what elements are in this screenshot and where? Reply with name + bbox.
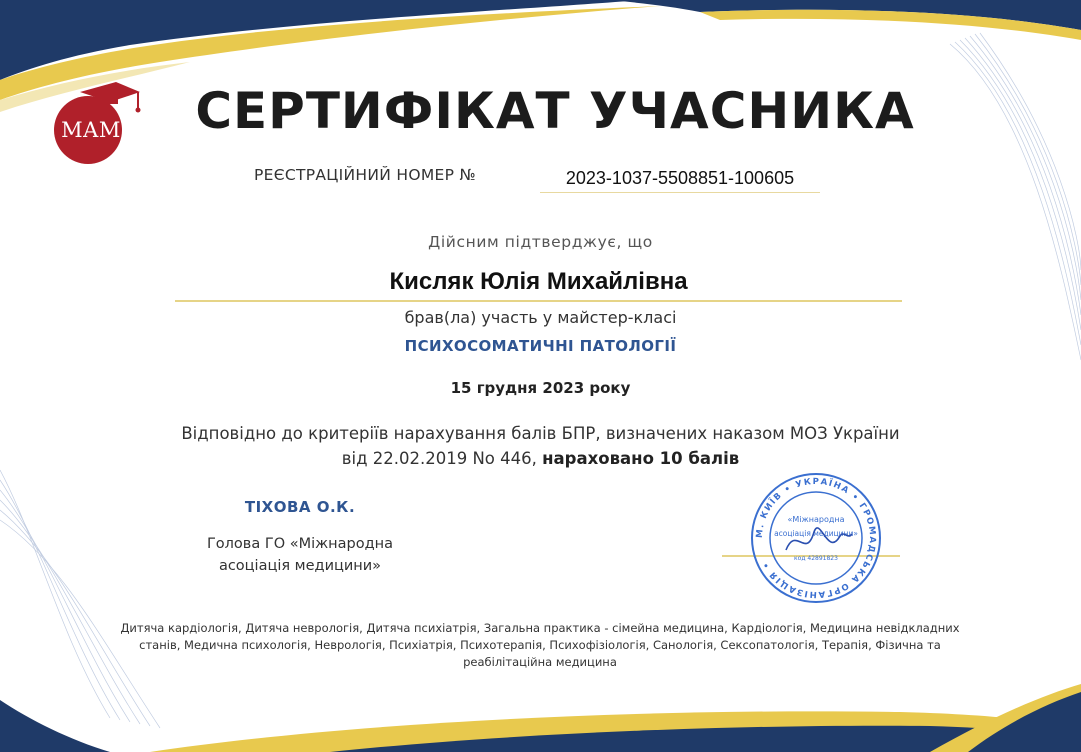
specialties-line-2: станів, Медична психологія, Неврологія, Психіатрія, Психотерапія, Психофізіологія, Санологія, Сексопатологія, Терапія, Фізична та [139, 638, 941, 652]
points-awarded: нараховано 10 балів [542, 449, 740, 468]
signer-role-line-1: Голова ГО «Міжнародна [206, 536, 394, 552]
confirmation-text: Дійсним підтверджує, що [428, 233, 653, 251]
svg-text:М. КИЇВ • УКРАЇНА • ГРОМАДСЬКА [755, 477, 877, 599]
stamp-center-line-1: «Міжнародна [787, 515, 845, 524]
specialties-line-1: Дитяча кардіологія, Дитяча неврологія, Дитяча психіатрія, Загальна практика - сімейна медицина, Кардіологія, Медицина невідкладних [120, 621, 960, 635]
criteria-text [0, 421, 1081, 471]
signer-role-line-2: асоціація медицини» [218, 558, 382, 574]
criteria-line-1: Відповідно до критеріїв нарахування балів БПР, визначених наказом МОЗ України [181, 424, 900, 443]
left-wave-lines [0, 470, 160, 728]
specialties-list [70, 620, 1010, 671]
signer-name: ТІХОВА О.К. [244, 498, 356, 516]
signer-role [160, 533, 440, 577]
criteria-line-2 [0, 446, 1081, 471]
stamp-code: код 42891823 [794, 555, 838, 562]
certificate-title: СЕРТИФІКАТ УЧАСНИКА [195, 82, 915, 140]
specialties-line-3: реабілітаційна медицина [463, 655, 617, 669]
stamp-center-line-2: асоціація медицини» [774, 529, 858, 538]
course-title: ПСИХОСОМАТИЧНІ ПАТОЛОГІЇ [404, 337, 677, 355]
participant-name: Кисляк Юлія Михайлівна [175, 268, 902, 302]
organization-stamp [748, 470, 884, 606]
criteria-line-2-prefix: від 22.02.2019 No 446, [341, 449, 543, 468]
logo-text: MAM [61, 118, 121, 142]
stamp-ring-text: М. КИЇВ • УКРАЇНА • ГРОМАДСЬКА ОРГАНІЗАЦІЯ • [754, 476, 878, 600]
registration-number: 2023-1037-5508851-100605 [540, 168, 820, 193]
bottom-left-navy [0, 700, 110, 752]
registration-label: РЕЄСТРАЦІЙНИЙ НОМЕР № [254, 166, 476, 184]
event-date: 15 грудня 2023 року [450, 379, 631, 397]
participation-text: брав(ла) участь у майстер-класі [404, 308, 677, 327]
